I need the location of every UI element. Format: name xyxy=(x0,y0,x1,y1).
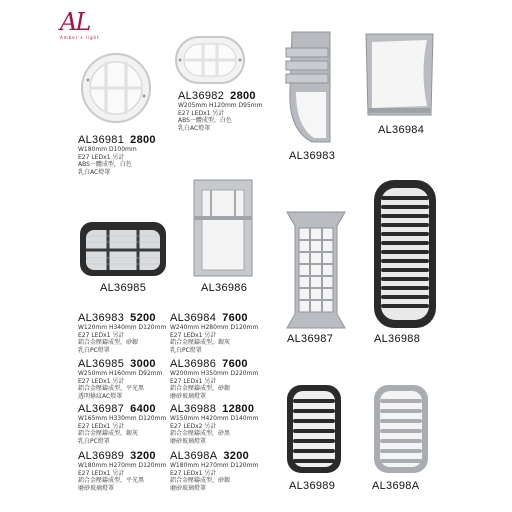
product-code: AL36988 xyxy=(170,403,217,415)
cage-bar xyxy=(293,399,335,403)
product-code: AL36989 xyxy=(78,450,125,462)
product-code-line xyxy=(78,358,163,370)
cage-bar xyxy=(381,241,429,245)
cage-bar xyxy=(380,439,422,443)
cage-bar xyxy=(293,419,335,423)
product-code: AL36984 xyxy=(170,312,217,324)
spec-line: 鋁合金壓鑄成型，平光黑 xyxy=(78,477,145,484)
image-label-al36987: AL36987 xyxy=(287,333,334,345)
image-label-al36986: AL36986 xyxy=(201,282,248,294)
image-label-al3698a: AL3698A xyxy=(372,480,420,492)
spec-line: E27 LEDx1 另計 xyxy=(78,153,125,161)
cage-bar xyxy=(380,459,422,463)
image-label-al36989: AL36989 xyxy=(289,480,336,492)
cage-bar xyxy=(381,223,429,227)
spec-block-al36987 xyxy=(78,403,166,445)
product-code: AL36985 xyxy=(78,358,125,370)
spec-line: 鋁合金壓鑄成型，砂銀 xyxy=(78,339,139,346)
image-label-al36988: AL36988 xyxy=(374,333,421,345)
product-code-line xyxy=(170,450,258,462)
spec-line: W180mm D100mm xyxy=(78,146,137,153)
product-code-line xyxy=(178,90,263,102)
spec-line: E27 LEDx2 另計 xyxy=(170,422,217,430)
product-code-line xyxy=(78,403,166,415)
spec-line: W150mm H420mm D140mm xyxy=(170,415,259,422)
product-price: 3200 xyxy=(223,450,250,462)
product-image-al36987 xyxy=(285,210,347,330)
product-image-al36983 xyxy=(282,30,340,145)
spec-line: 乳白PC燈罩 xyxy=(78,437,110,445)
product-code-line xyxy=(170,358,258,370)
cage-bar xyxy=(380,429,422,433)
spec-line: W240mm H280mm D120mm xyxy=(170,324,259,331)
spec-line: 乳白PC燈罩 xyxy=(78,346,110,354)
product-code: AL36982 xyxy=(178,90,225,102)
brand-mark: AL xyxy=(60,8,90,36)
spec-line: ABS一體成型，白色 xyxy=(78,161,132,168)
spec-line: 鋁合金壓鑄成型，砂銀 xyxy=(170,385,231,392)
product-price: 5200 xyxy=(130,312,156,324)
spec-line: 磨砂玻璃燈罩 xyxy=(170,484,207,492)
spec-line: 鋁合金壓鑄成型，銀灰 xyxy=(78,430,139,437)
spec-block-al36985 xyxy=(78,358,163,400)
brand-tagline: Amber's light xyxy=(60,35,100,40)
cage-bar xyxy=(381,304,429,308)
brand-logo xyxy=(60,10,110,40)
product-price: 3000 xyxy=(130,358,156,370)
spec-line: 乳白AC燈罩 xyxy=(178,124,211,132)
cage-bar xyxy=(293,459,335,463)
product-code: AL36983 xyxy=(78,312,125,324)
image-label-al36985: AL36985 xyxy=(100,282,147,294)
cage-bar xyxy=(293,449,335,453)
spec-line: E27 LEDx1 另計 xyxy=(78,331,125,339)
spec-line: W120mm H340mm D120mm xyxy=(78,324,167,331)
product-code-line xyxy=(170,403,258,415)
spec-line: E27 LEDx1 另計 xyxy=(178,109,225,117)
spec-line: E27 LEDx1 另計 xyxy=(170,331,217,339)
cage-bar xyxy=(381,196,429,200)
product-image-al36981 xyxy=(80,52,152,124)
spec-line: W180mm H270mm D120mm xyxy=(170,462,259,469)
product-image-al3698a xyxy=(372,383,430,475)
product-price: 2800 xyxy=(130,134,156,146)
spec-line: 乳白PC燈罩 xyxy=(170,346,202,354)
product-image-al36982 xyxy=(175,36,245,86)
spec-block-al3698a xyxy=(170,450,258,492)
spec-block-al36983 xyxy=(78,312,166,354)
spec-line: E27 LEDx1 另計 xyxy=(170,469,217,477)
cage-bar xyxy=(293,429,335,433)
spec-line: E27 LEDx1 另計 xyxy=(170,377,217,385)
cage-bar xyxy=(380,449,422,453)
spec-line: W180mm H270mm D120mm xyxy=(78,462,167,469)
product-image-al36985 xyxy=(78,220,168,278)
spec-block-al36986 xyxy=(170,358,258,400)
product-image-al36984 xyxy=(362,32,437,117)
spec-line: E27 LEDx1 另計 xyxy=(78,377,125,385)
spec-block-al36988 xyxy=(170,403,258,445)
spec-line: 磨砂玻璃燈罩 xyxy=(170,437,207,445)
spec-line: 磨砂玻璃燈罩 xyxy=(170,392,207,400)
image-label-al36984: AL36984 xyxy=(378,124,425,136)
spec-line: 鋁合金壓鑄成型，砂銀 xyxy=(170,477,231,484)
cage-bar xyxy=(381,250,429,254)
cage-bar xyxy=(381,232,429,236)
cage-bar xyxy=(381,277,429,281)
spec-line: W250mm H160mm D92mm xyxy=(78,370,163,377)
product-price: 7600 xyxy=(222,312,248,324)
spec-line: 磨砂玻璃燈罩 xyxy=(78,484,115,492)
cage-bar xyxy=(381,268,429,272)
product-price: 3200 xyxy=(130,450,156,462)
cage-bar xyxy=(293,409,335,413)
spec-line: 乳白AC燈罩 xyxy=(78,168,111,176)
cage-bar xyxy=(380,399,422,403)
spec-line: 透明條紋AC燈罩 xyxy=(78,392,123,400)
spec-block-al36982 xyxy=(178,90,263,132)
product-image-al36988 xyxy=(372,178,438,330)
spec-line: 鋁合金壓鑄成型，平光黑 xyxy=(78,385,145,392)
spec-block-al36989 xyxy=(78,450,166,492)
cage-bar xyxy=(380,409,422,413)
spec-block-al36984 xyxy=(170,312,258,354)
cage-bar xyxy=(380,419,422,423)
cage-bar xyxy=(381,259,429,263)
spec-line: W205mm H120mm D95mm xyxy=(178,102,263,109)
cage-bar xyxy=(293,439,335,443)
spec-line: E27 LEDx1 另計 xyxy=(78,422,125,430)
product-code-line xyxy=(78,134,156,146)
cage-bar xyxy=(381,205,429,209)
spec-block-al36981 xyxy=(78,134,156,176)
cage-bar xyxy=(381,214,429,218)
product-price: 6400 xyxy=(130,403,156,415)
product-code-line xyxy=(170,312,258,324)
product-code-line xyxy=(78,450,166,462)
spec-line: W165mm H330mm D120mm xyxy=(78,415,167,422)
product-image-al36989 xyxy=(285,383,343,475)
product-code: AL36986 xyxy=(170,358,217,370)
spec-line: 鋁合金壓鑄成型，銀灰 xyxy=(170,339,231,346)
product-price: 2800 xyxy=(230,90,256,102)
cage-bar xyxy=(381,286,429,290)
product-code: AL3698A xyxy=(170,450,218,462)
spec-line: W200mm H350mm D220mm xyxy=(170,370,259,377)
product-code-line xyxy=(78,312,166,324)
spec-line: E27 LEDx1 另計 xyxy=(78,469,125,477)
spec-line: ABS一體成型，白色 xyxy=(178,117,232,124)
product-price: 12800 xyxy=(222,403,255,415)
product-code: AL36981 xyxy=(78,134,125,146)
spec-line: 鋁合金壓鑄成型，砂黑 xyxy=(170,430,231,437)
image-label-al36983: AL36983 xyxy=(289,150,336,162)
product-price: 7600 xyxy=(222,358,248,370)
product-code: AL36987 xyxy=(78,403,125,415)
cage-bar xyxy=(381,295,429,299)
product-image-al36986 xyxy=(192,178,254,278)
